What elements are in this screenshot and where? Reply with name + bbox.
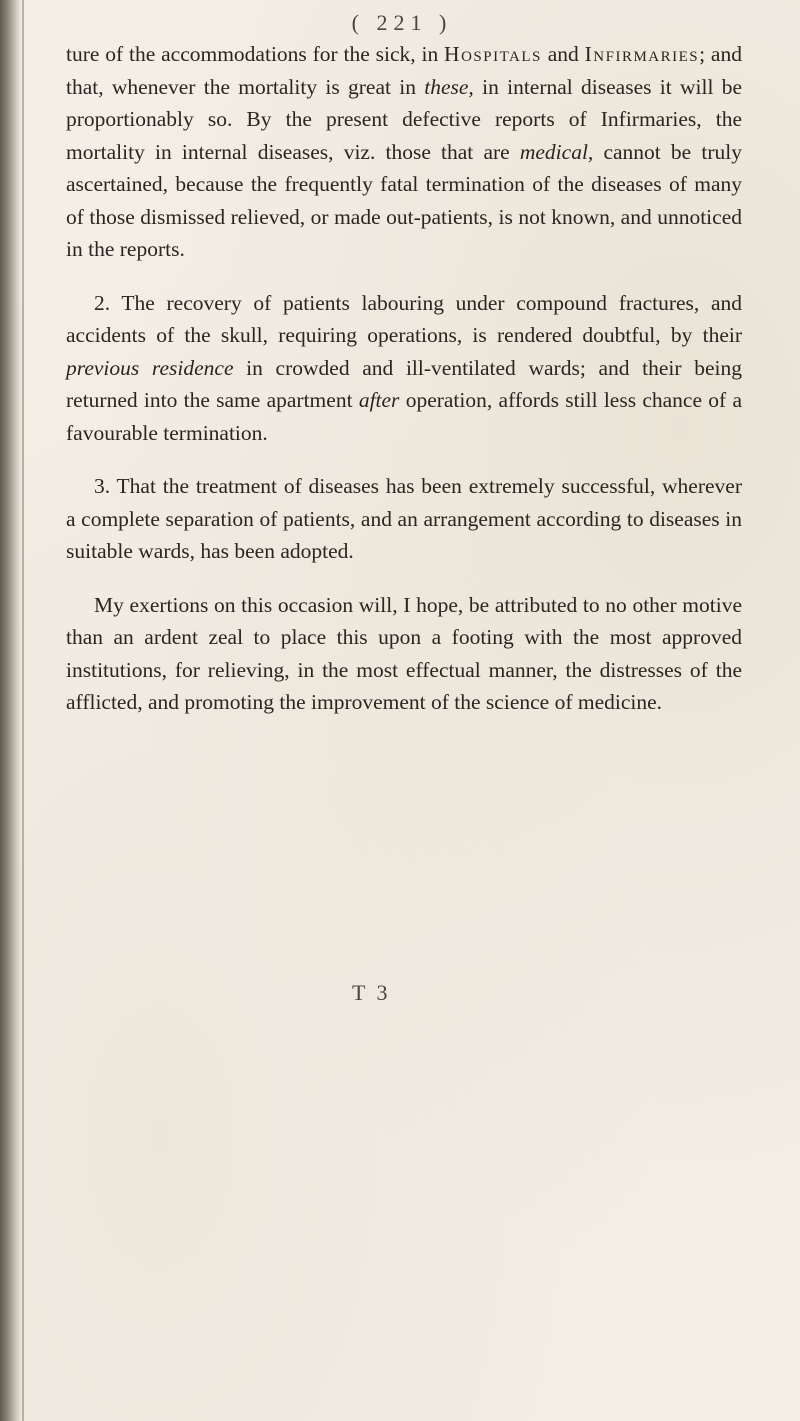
book-binding-edge [0,0,22,1421]
infirmaries-smallcaps: Infirmaries [584,42,700,66]
paragraph-1: ture of the accommodations for the sick, in Hospitals and Infirmaries; and that, whenever the mortality is great in these, in internal diseases it will be proportionably so. By the present defective reports of Infirmaries, the mortality in internal diseases, viz. those that are medical, cannot be truly ascertained, because the frequently fatal termination of the diseases of many of those dismissed relieved, or made out-patients, is not known, and unnoticed in the reports. [66,42,743,261]
paragraph-3: 3. That the treatment of diseases has been extremely successful, wherever a complete separation of patients, and an arrangement according to diseases in suitable wards, has been adopted. [66,474,742,563]
paragraph-4: My exertions on this occasion will, I hope, be attributed to no other motive than an ardent zeal to place this upon a footing with the most approved institutions, for relieving, in the most effectual manner, the distresses of the afflicted, and promoting the improvement of the science of medicine. [66,592,742,714]
body-text [66,38,742,719]
italic-previous-residence: previous residence [66,355,234,380]
italic-these: these, [424,74,474,99]
paragraph-2: 2. The recovery of patients labouring under compound fractures, and accidents of the skull, requiring operations, is rendered doubtful, by their previous residence in crowded and ill-ventilated wards; and their being returned into the same apartment after operation, affords still less chance of a favourable termination. [66,290,743,445]
book-page [52,0,752,1421]
italic-after: after [358,388,400,412]
page-number-header: ( 221 ) [351,10,453,35]
signature-mark: T 3 [352,980,391,1005]
gutter-line [22,0,24,1421]
italic-medical: medical, [519,139,594,164]
hospitals-smallcaps: Hospitals [444,42,542,66]
